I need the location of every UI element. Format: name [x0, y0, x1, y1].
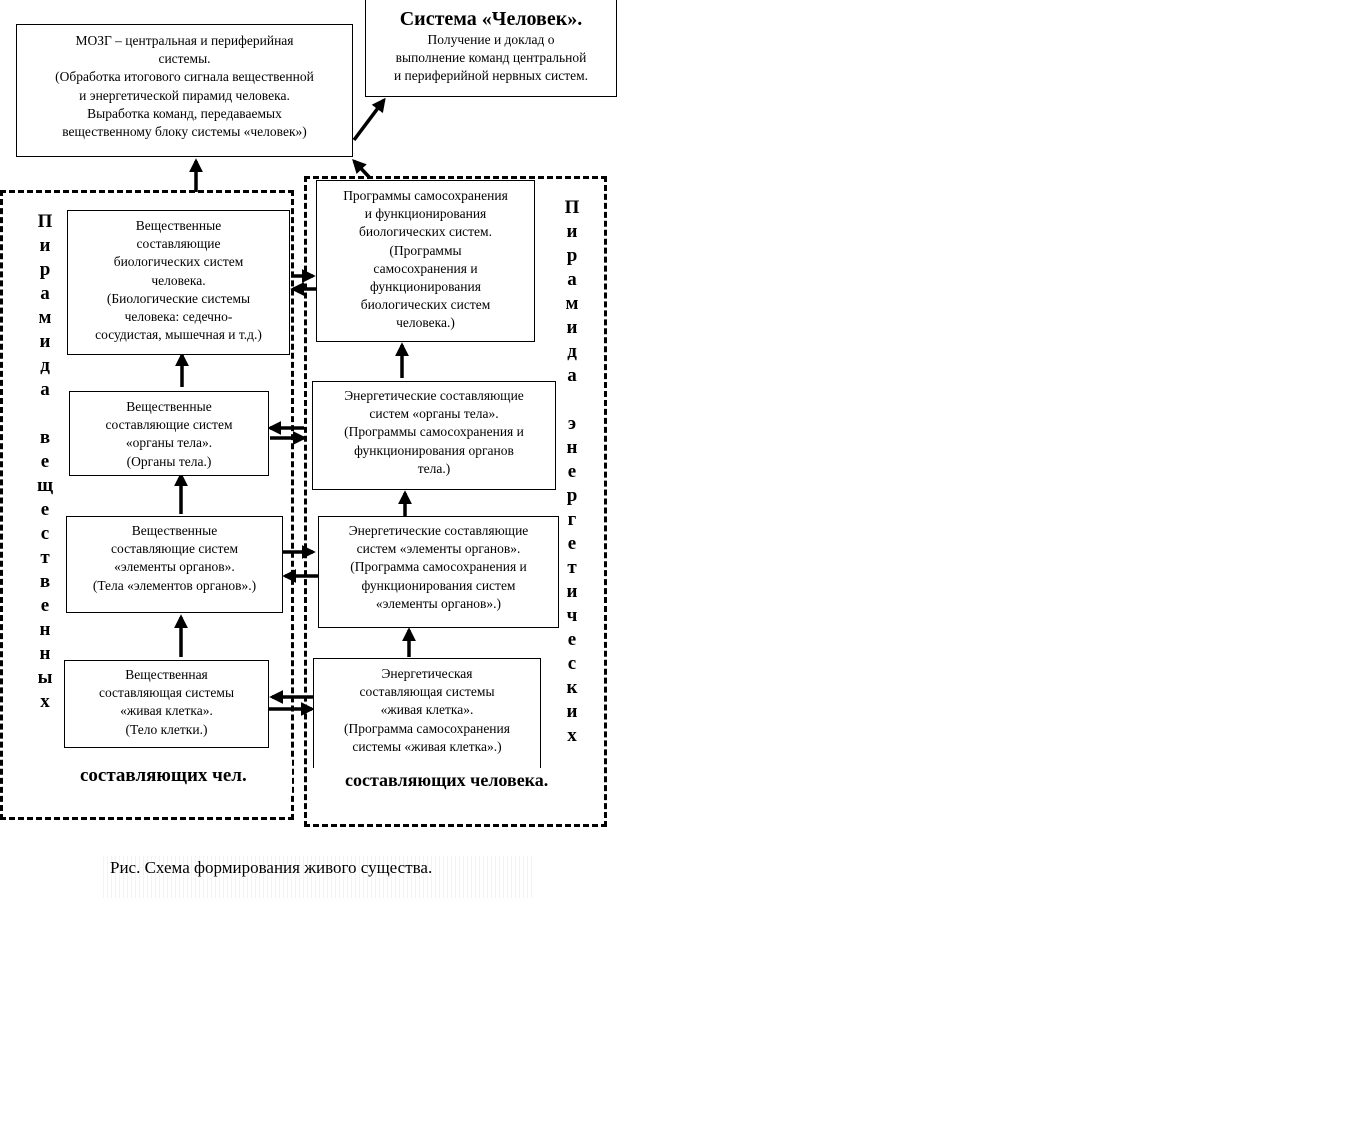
energy-label-letter: е — [567, 533, 577, 554]
energy-label-letter: ч — [566, 605, 578, 626]
energy-label-letter: е — [567, 629, 577, 650]
energy-label-letter: и — [566, 701, 578, 722]
material-organ-elements-text: Вещественные составляющие систем «элементы органов». (Тела «элементов органов».) — [92, 523, 257, 593]
energy-organ-elements-box — [318, 516, 559, 628]
energy-bio-programs-box — [316, 180, 535, 342]
system-box-text: Получение и доклад о выполнение команд центральной и периферийной нервных систем. — [393, 32, 589, 84]
system-title: Система «Человек». — [399, 8, 583, 30]
energy-label-letter: и — [566, 317, 578, 338]
system-box — [365, 0, 617, 97]
material-label-letter: н — [39, 643, 51, 664]
energy-label-letter: м — [565, 293, 579, 314]
material-label-letter: в — [39, 427, 51, 448]
energy-body-organs-text: Энергетические составляющие систем «органы тела». (Программы самосохранения и функционирования органов тела.) — [344, 388, 524, 476]
energy-organ-elements-text: Энергетические составляющие систем «элементы органов». (Программа самосохранения и функционирования систем «элементы органов».) — [348, 523, 529, 611]
material-living-cell-box — [64, 660, 269, 748]
material-label-letter: т — [40, 547, 50, 568]
material-body-organs-box — [69, 391, 269, 476]
energy-living-cell-text: Энергетическая составляющая системы «живая клетка». (Программа самосохранения системы «живая клетка».) — [344, 666, 510, 754]
arrow-brain-to-system — [354, 100, 384, 140]
energy-label-letter: р — [566, 485, 578, 506]
material-pyramid-caption: составляющих чел. — [80, 765, 247, 786]
material-label-letter: е — [40, 451, 50, 472]
material-label-letter: с — [40, 523, 50, 544]
energy-label-letter: е — [567, 461, 577, 482]
brain-box — [16, 24, 353, 157]
material-label-letter: е — [40, 595, 50, 616]
material-label-letter: м — [38, 307, 52, 328]
figure-caption — [100, 856, 532, 898]
energy-label-letter — [559, 388, 585, 412]
material-label-letter: а — [40, 283, 50, 304]
material-label-letter: П — [37, 211, 53, 232]
brain-box-text: МОЗГ – центральная и периферийная системы. (Обработка итогового сигнала вещественной и энергетической пирамид человека. Выработка команд, передаваемых вещественному блоку системы «человек») — [55, 33, 314, 140]
energy-label-letter: х — [567, 725, 577, 746]
energy-label-letter: д — [567, 341, 577, 362]
energy-pyramid-caption: составляющих человека. — [345, 770, 549, 790]
energy-label-letter: и — [566, 581, 578, 602]
material-bio-systems-box — [67, 210, 290, 355]
energy-label-letter: к — [566, 677, 578, 698]
material-label-letter: и — [39, 331, 51, 352]
material-label-letter — [32, 402, 58, 426]
energy-label-letter: т — [567, 557, 577, 578]
material-label-letter: а — [40, 379, 50, 400]
energy-label-letter: н — [566, 437, 578, 458]
material-label-letter: ы — [37, 667, 53, 688]
material-organ-elements-box — [66, 516, 283, 613]
energy-label-letter: П — [564, 197, 580, 218]
material-label-letter: д — [40, 355, 50, 376]
material-label-letter: и — [39, 235, 51, 256]
energy-living-cell-box — [313, 658, 541, 768]
material-label-letter: щ — [36, 475, 54, 496]
energy-bio-programs-text: Программы самосохранения и функционирования биологических систем. (Программы самосохранения и функционирования биологических систем человека.) — [343, 188, 508, 331]
energy-pyramid-vertical-label — [559, 196, 585, 748]
material-living-cell-text: Вещественная составляющая системы «живая клетка». (Тело клетки.) — [98, 667, 235, 737]
energy-body-organs-box — [312, 381, 556, 490]
material-bio-systems-text: Вещественные составляющие биологических систем человека. (Биологические системы человека: седечно- сосудистая, мышечная и т.д.) — [95, 218, 262, 343]
material-label-letter: е — [40, 499, 50, 520]
energy-label-letter: а — [567, 269, 577, 290]
material-label-letter: н — [39, 619, 51, 640]
energy-label-letter: а — [567, 365, 577, 386]
energy-label-letter: р — [566, 245, 578, 266]
material-body-organs-text: Вещественные составляющие систем «органы тела». (Органы тела.) — [105, 399, 233, 469]
material-pyramid-vertical-label — [32, 210, 58, 714]
energy-label-letter: с — [567, 653, 577, 674]
material-label-letter: в — [39, 571, 51, 592]
energy-label-letter: и — [566, 221, 578, 242]
figure-caption-text: Рис. Схема формирования живого существа. — [110, 858, 433, 877]
energy-label-letter: г — [567, 509, 577, 530]
material-label-letter: х — [40, 691, 50, 712]
material-label-letter: р — [39, 259, 51, 280]
energy-label-letter: э — [567, 413, 577, 434]
